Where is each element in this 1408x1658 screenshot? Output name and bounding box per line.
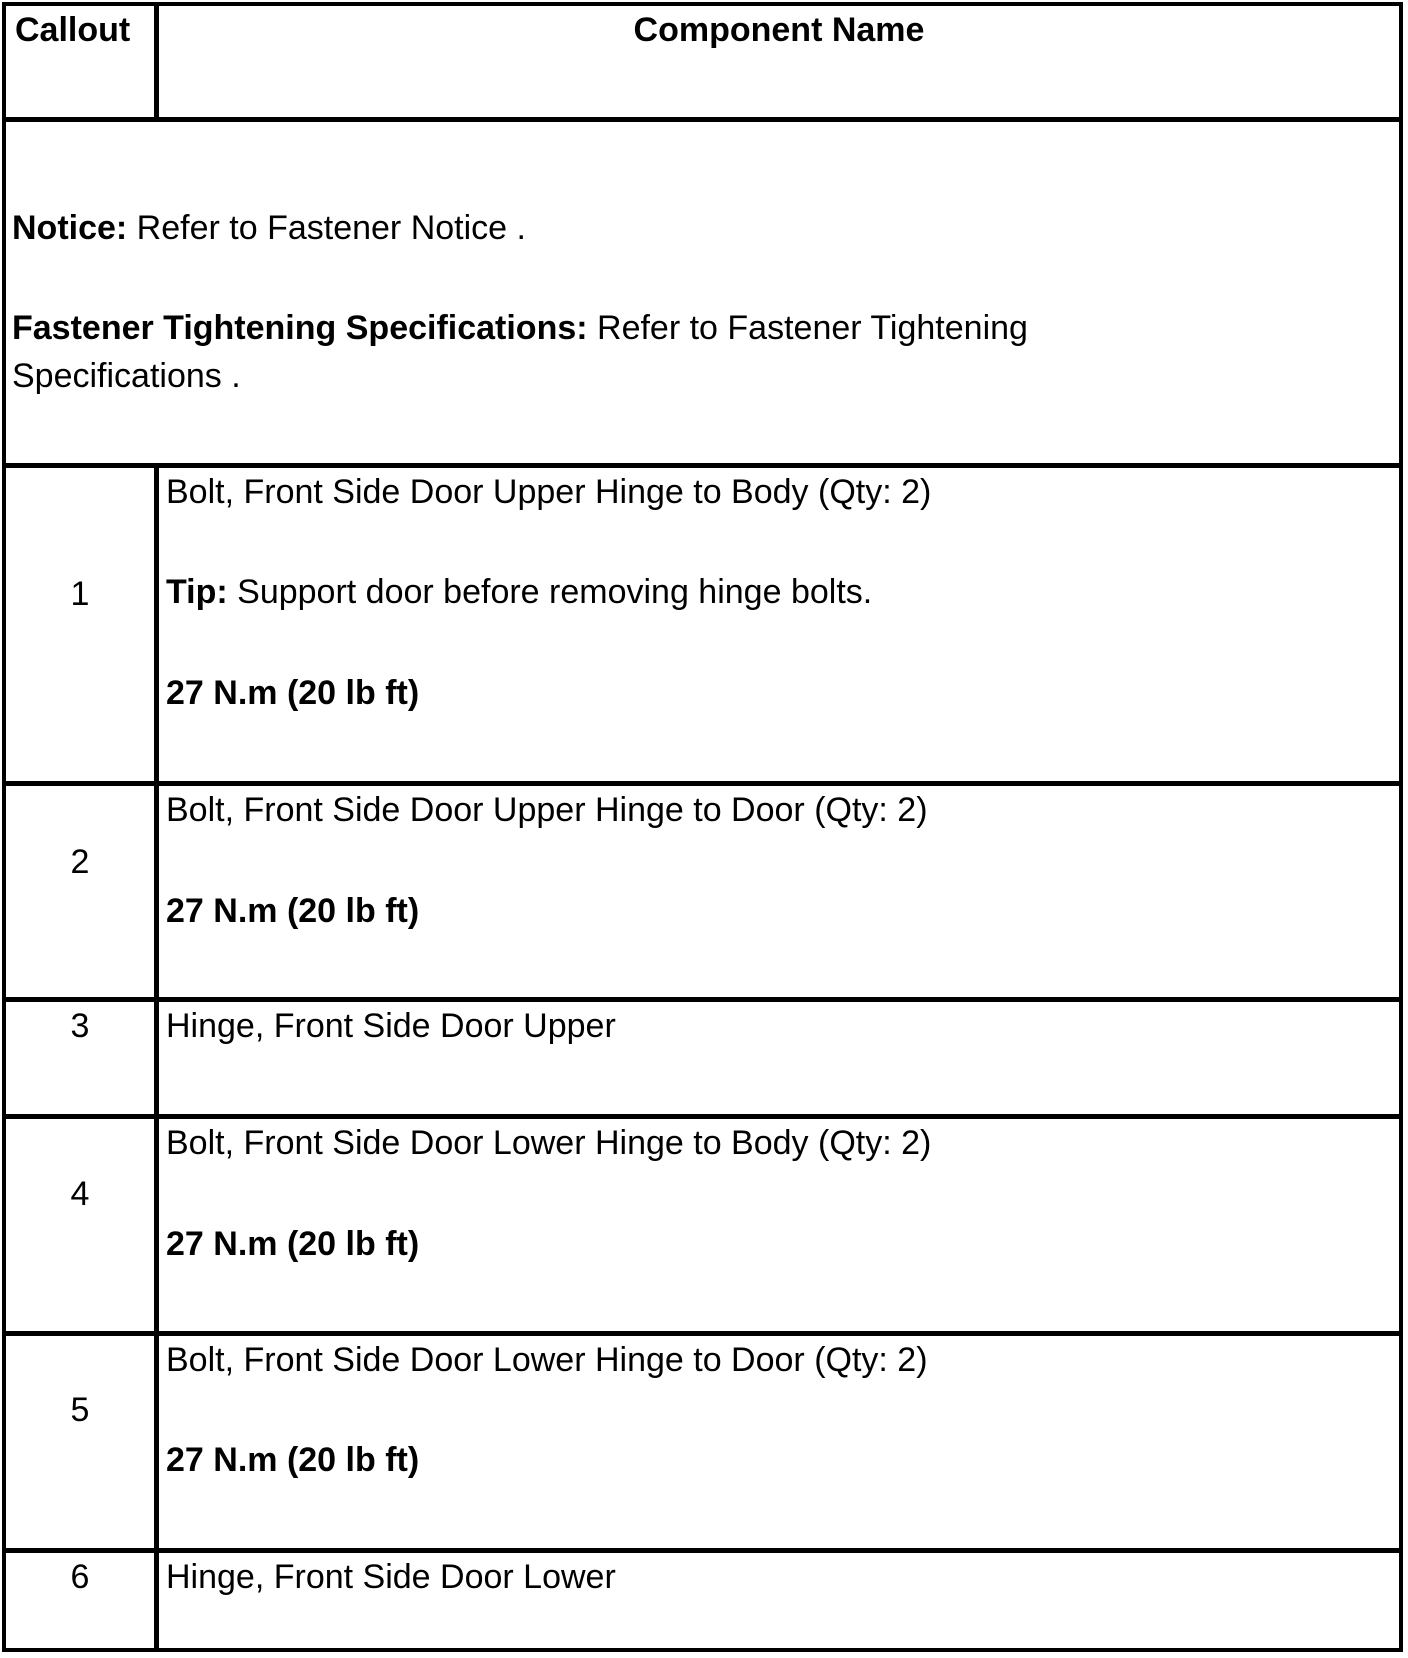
row-6-callout: 6 bbox=[70, 1558, 90, 1596]
notice-divider bbox=[6, 463, 1399, 468]
notice-line bbox=[12, 208, 526, 248]
row-4-name: Bolt, Front Side Door Lower Hinge to Body (Qty: 2) bbox=[166, 1124, 932, 1162]
spec-line-1 bbox=[12, 308, 1028, 348]
notice-text: Refer to Fastener Notice . bbox=[127, 209, 526, 247]
row-3-divider bbox=[6, 1114, 1399, 1119]
header-callout: Callout bbox=[15, 11, 131, 49]
row-4-divider bbox=[6, 1331, 1399, 1336]
row-4-callout: 4 bbox=[70, 1175, 90, 1213]
row-1-callout: 1 bbox=[70, 575, 90, 613]
row-1-tip-text: Support door before removing hinge bolts. bbox=[227, 573, 873, 611]
notice-label: Notice: bbox=[12, 209, 128, 247]
row-3-name: Hinge, Front Side Door Upper bbox=[166, 1007, 616, 1045]
row-1-torque: 27 N.m (20 lb ft) bbox=[166, 674, 420, 712]
row-5-divider bbox=[6, 1548, 1399, 1553]
row-3-callout: 3 bbox=[70, 1007, 90, 1045]
component-table bbox=[2, 2, 1403, 1652]
spec-label: Fastener Tightening Specifications: bbox=[12, 309, 588, 347]
row-1-tip-label: Tip: bbox=[166, 573, 228, 611]
row-1-tip bbox=[166, 572, 872, 612]
row-5-torque: 27 N.m (20 lb ft) bbox=[166, 1441, 420, 1479]
header-component-name: Component Name bbox=[633, 11, 925, 49]
row-1-name: Bolt, Front Side Door Upper Hinge to Body (Qty: 2) bbox=[166, 473, 932, 511]
row-2-callout: 2 bbox=[70, 843, 90, 881]
row-2-torque: 27 N.m (20 lb ft) bbox=[166, 892, 420, 930]
spec-line-2: Specifications . bbox=[12, 357, 241, 395]
row-2-divider bbox=[6, 997, 1399, 1002]
row-5-name: Bolt, Front Side Door Lower Hinge to Door (Qty: 2) bbox=[166, 1341, 928, 1379]
body-column-divider bbox=[154, 463, 159, 1652]
row-6-name: Hinge, Front Side Door Lower bbox=[166, 1558, 616, 1596]
row-4-torque: 27 N.m (20 lb ft) bbox=[166, 1225, 420, 1263]
spec-text-line1: Refer to Fastener Tightening bbox=[587, 309, 1028, 347]
header-divider bbox=[6, 117, 1399, 122]
row-2-name: Bolt, Front Side Door Upper Hinge to Door (Qty: 2) bbox=[166, 791, 928, 829]
row-1-divider bbox=[6, 781, 1399, 786]
row-5-callout: 5 bbox=[70, 1391, 90, 1429]
